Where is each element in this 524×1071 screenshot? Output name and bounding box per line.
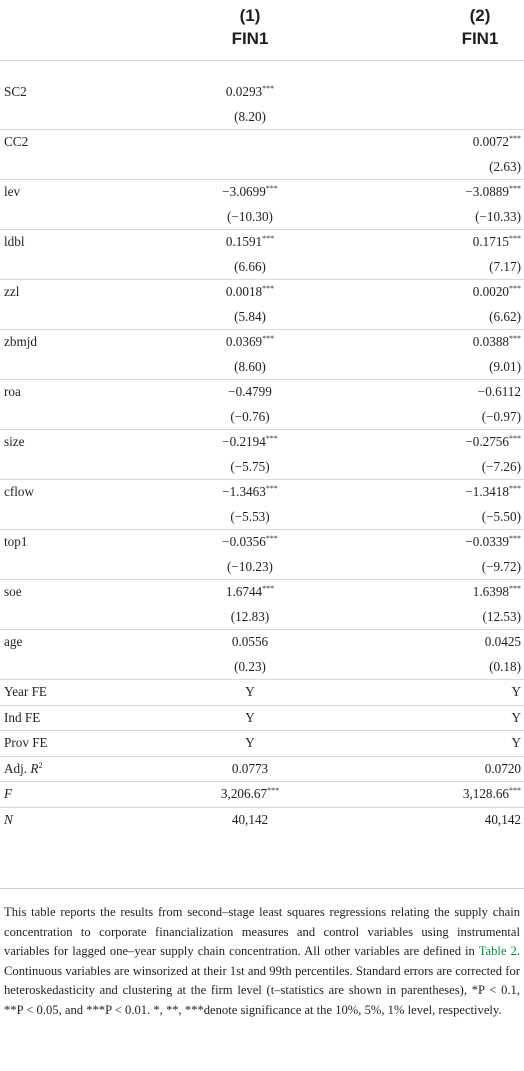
table-row	[0, 629, 524, 655]
column-1-value: (−0.76)	[230, 408, 270, 424]
column-1-value: −0.2194***	[222, 434, 278, 449]
column-2-number: (2)	[469, 6, 491, 25]
note-text-start: This table reports the results from second–stage least squares regressions relating the supply chain concentration to corporate financialization measures and control variables using instrumental variables for lagged one–year supply chain concentration. All other variables are defined in	[4, 905, 520, 959]
column-2-value: Y	[511, 735, 521, 750]
row-label: age	[4, 634, 23, 649]
table-row	[0, 479, 524, 505]
table-row	[0, 730, 524, 756]
table-row	[0, 579, 524, 605]
table-row	[0, 807, 524, 833]
row-label: N	[4, 811, 13, 827]
column-2-value: −0.6112	[477, 384, 521, 399]
column-2-value: 0.0425	[484, 634, 521, 649]
column-2-value: 0.0072***	[472, 134, 521, 149]
table-2-link[interactable]: Table 2	[478, 944, 517, 959]
column-2-value: 3,128.66***	[462, 786, 521, 801]
column-2-value: (2.63)	[489, 158, 521, 174]
table-row	[0, 80, 524, 105]
column-1-value: 0.0293***	[225, 84, 275, 99]
table-row	[0, 305, 524, 330]
column-1-value: (8.20)	[234, 108, 266, 124]
column-1-value: −3.0699***	[222, 184, 278, 199]
row-label: SC2	[4, 84, 27, 99]
column-1-value: Y	[245, 709, 255, 725]
row-label: Adj. $R^2$	[4, 760, 43, 776]
table-row	[0, 405, 524, 430]
row-label: cflow	[4, 484, 35, 499]
column-2-value: 0.0720	[484, 760, 521, 776]
row-label: size	[4, 434, 25, 449]
column-1-value: (5.84)	[234, 308, 266, 324]
table-row	[0, 655, 524, 680]
column-2-value: (9.01)	[489, 358, 521, 374]
column-2-value: −0.0339***	[465, 534, 521, 549]
column-2-value: (−5.50)	[481, 508, 521, 524]
row-label: top1	[4, 534, 28, 549]
table-row	[0, 756, 524, 782]
column-1-value: 0.0556	[231, 634, 269, 649]
column-2-value: −0.2756***	[465, 434, 521, 449]
column-1-value: 0.0773	[231, 760, 269, 776]
column-2-value: −1.3418***	[465, 484, 521, 499]
column-1-number: (1)	[239, 6, 261, 25]
column-1-value: (−5.53)	[230, 508, 270, 524]
row-label: lev	[4, 184, 21, 199]
column-1-value: −0.0356***	[222, 534, 278, 549]
table-row	[0, 605, 524, 630]
row-label: Ind FE	[4, 709, 41, 725]
header-rule	[0, 60, 524, 61]
column-2-value: (−0.97)	[481, 408, 521, 424]
column-1-value: −1.3463***	[222, 484, 278, 499]
column-1-value: 40,142	[231, 811, 269, 827]
table-row	[0, 781, 524, 807]
column-2-value: Y	[511, 709, 521, 725]
table-row	[0, 279, 524, 305]
table-row	[0, 705, 524, 731]
row-label: F	[4, 786, 13, 801]
footer-rule	[0, 888, 524, 889]
column-2-value: 0.0388***	[472, 334, 521, 349]
table-row	[0, 429, 524, 455]
column-2-value: (12.53)	[482, 608, 521, 624]
row-label: soe	[4, 584, 22, 599]
column-2-value: (0.18)	[489, 658, 521, 674]
column-1-value: (−10.23)	[227, 558, 273, 574]
table-row	[0, 455, 524, 480]
table-row	[0, 505, 524, 530]
row-label: ldbl	[4, 234, 25, 249]
table-row	[0, 555, 524, 580]
row-label: CC2	[4, 134, 29, 149]
column-2-value: (−7.26)	[481, 458, 521, 474]
table-row	[0, 179, 524, 205]
column-2-value: 1.6398***	[472, 584, 521, 599]
table-body	[0, 80, 524, 832]
column-2-value: −3.0889***	[465, 184, 521, 199]
column-2-name: FIN1	[461, 29, 499, 48]
column-1-header	[200, 4, 300, 50]
column-1-value: 3,206.67***	[220, 786, 280, 801]
row-label: Prov FE	[4, 735, 48, 750]
column-1-name: FIN1	[231, 29, 269, 48]
column-2-value: Y	[511, 684, 521, 699]
table-row	[0, 379, 524, 405]
column-1-value: 0.1591***	[225, 234, 275, 249]
column-1-value: (−5.75)	[230, 458, 270, 474]
column-1-value: (0.23)	[234, 658, 266, 674]
row-label: zbmjd	[4, 334, 37, 349]
column-1-value: (8.60)	[234, 358, 266, 374]
column-2-value: (6.62)	[489, 308, 521, 324]
column-1-value: (12.83)	[230, 608, 270, 624]
column-2-header	[440, 4, 520, 50]
column-1-value: Y	[245, 684, 255, 699]
row-label: Year FE	[4, 684, 47, 699]
column-1-value: (−10.30)	[227, 208, 273, 224]
column-2-value: 0.0020***	[472, 284, 521, 299]
column-1-value: Y	[245, 735, 255, 750]
table-row	[0, 529, 524, 555]
column-1-value: 0.0369***	[225, 334, 275, 349]
column-2-value: (−10.33)	[475, 208, 521, 224]
column-1-value: 0.0018***	[225, 284, 275, 299]
row-label: roa	[4, 384, 21, 399]
column-2-value: 40,142	[484, 811, 521, 827]
table-row	[0, 355, 524, 380]
table-row	[0, 679, 524, 705]
table-row	[0, 155, 524, 180]
column-2-value: (7.17)	[489, 258, 521, 274]
table-note	[4, 903, 520, 1021]
table-row	[0, 205, 524, 230]
column-2-value: 0.1715***	[472, 234, 521, 249]
table-row	[0, 229, 524, 255]
table-row	[0, 105, 524, 130]
table-header	[0, 0, 524, 60]
row-label: zzl	[4, 284, 20, 299]
table-row	[0, 129, 524, 155]
column-1-value: 1.6744***	[225, 584, 275, 599]
column-2-value: (−9.72)	[481, 558, 521, 574]
column-1-value: (6.66)	[234, 258, 266, 274]
table-row	[0, 329, 524, 355]
note-text-end: . Continuous variables are winsorized at their 1st and 99th percentiles. Standard errors are corrected for heteroskedasticity and clustering at the firm level (t–statistics are shown in parentheses), *P < 0.1, **P < 0.05, and ***P < 0.01. *, **, ***denote significance at the 10%, 5%, 1% level, respectively.	[4, 944, 521, 1017]
column-1-value: −0.4799	[228, 384, 272, 399]
table-row	[0, 255, 524, 280]
